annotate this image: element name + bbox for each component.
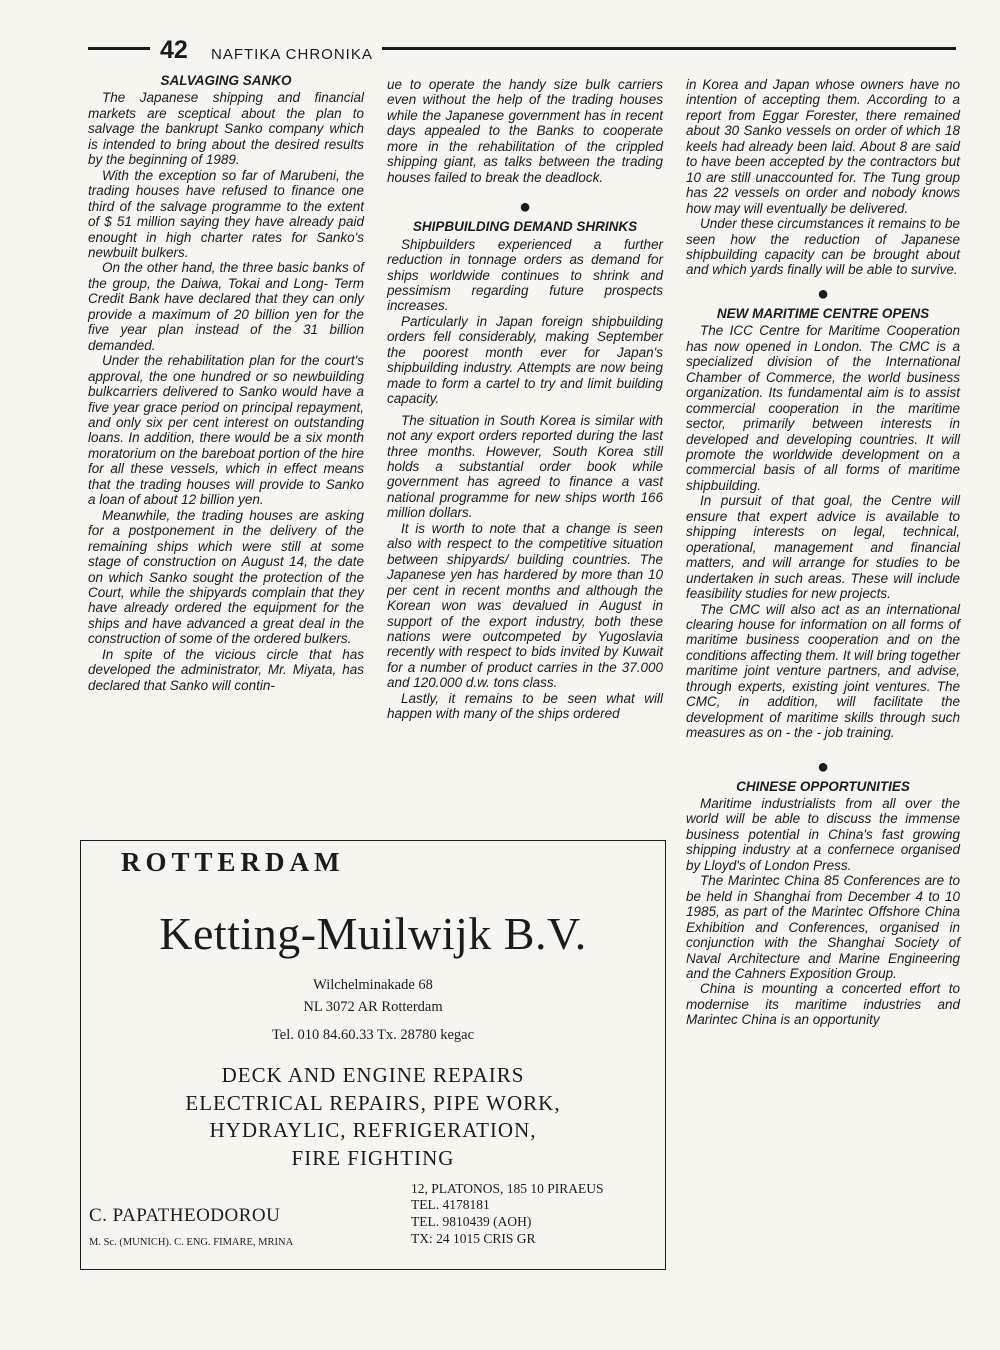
article-paragraph: China is mounting a concerted effort to modernise its maritime industries and Marintec China is an opportunity bbox=[686, 981, 960, 1028]
ad-phone: Tel. 010 84.60.33 Tx. 28780 kegac bbox=[271, 1027, 475, 1043]
article-paragraph: The CMC will also act as an international clearing house for information on all forms of maritime business cooperation and on the conditions affecting them. It will bring together maritime joint venture partners, and advise, through experts, existing joint ventures. The CMC, in addition, will facilitate the development of maritime skills through such measures as on - the - job training. bbox=[686, 601, 960, 741]
ad-service-line: ELECTRICAL REPAIRS, PIPE WORK, bbox=[185, 1091, 561, 1115]
ad-street: Wilchelminakade 68 bbox=[313, 977, 433, 993]
article-paragraph: It is worth to note that a change is seen also with respect to the competitive situation between shipyards/ building countries. The Japanese yen has hardered by more than 10 per cent in recent months and although the Korean won was devalued in August in support of the export industry, both these nations were outcompeted by Yugoslavia recently with respect to bids invited by Kuwait for a number of product carries in the 37.000 and 120.000 d.w. tons class. bbox=[387, 520, 663, 691]
column-2 bbox=[387, 77, 663, 722]
article-paragraph: Under the rehabilitation plan for the court's approval, the one hundred or so newbuilding bulkcarriers delivered to Sanko would have a five year grace period on principal repayment, and only six per cent interest on outstanding loans. In addition, there would be a six month moratorium on the bareboat portion of the hire for all these vessels, which in effect means that the trading houses will provide to Sanko a loan of about 12 billion yen. bbox=[88, 353, 364, 508]
page-number: 42 bbox=[160, 36, 188, 64]
publication-title: NAFTIKA CHRONIKA bbox=[211, 46, 373, 63]
article-paragraph: Shipbuilders experienced a further reduction in tonnage orders as demand for ships worldwide continues to shrink and pessimism regarding future prospects increases. bbox=[387, 236, 663, 314]
headline-shipbuilding-demand: SHIPBUILDING DEMAND SHRINKS bbox=[412, 219, 638, 235]
ad-service-line: DECK AND ENGINE REPAIRS bbox=[221, 1063, 525, 1087]
ad-agent-qualifications: M. Sc. (MUNICH). C. ENG. FIMARE, MRINA bbox=[89, 1237, 294, 1248]
article-paragraph: Particularly in Japan foreign shipbuilding orders fell considerably, making September the poorest month ever for Japan's shipbuilding industry. Attempts are now being made to form a cartel to try and limit building capacity. bbox=[387, 313, 663, 407]
ad-service-line: HYDRAYLIC, REFRIGERATION, bbox=[209, 1118, 537, 1142]
article-paragraph: Meanwhile, the trading houses are asking for a postponement in the delivery of the remaining ships which were still at some stage of construction on August 14, the date on which Sanko sought the protection of the Court, while the shipyards complain that they have already ordered the equipment for the ships and have advanced a great deal in the construction of some of the ordered bulkers. bbox=[88, 507, 364, 647]
advertisement-box bbox=[80, 840, 666, 1270]
article-paragraph: Under these circumstances it remains to be seen how the reduction of Japanese shipbuilding capacity can be brought about and which yards finally will be able to survive. bbox=[686, 216, 960, 278]
article-paragraph: The Japanese shipping and financial markets are sceptical about the plan to salvage the bankrupt Sanko company which is intended to bring about the desired results by the beginning of 1989. bbox=[88, 90, 364, 168]
article-paragraph: Lastly, it remains to be seen what will happen with many of the ships ordered bbox=[387, 690, 663, 722]
headline-chinese-opportunities: CHINESE OPPORTUNITIES bbox=[736, 778, 910, 794]
article-paragraph: The ICC Centre for Maritime Cooperation has now opened in London. The CMC is a specialized division of the International Chamber of Commerce, the world business organization. Its fundamental aim is to assist commercial cooperation in the maritime sector, primarily between interests in developed and developing countries. It will promote the worldwide development on a commercial basis of all forms of maritime shipbuilding. bbox=[686, 323, 960, 493]
header-rule-left bbox=[88, 47, 150, 50]
header-rule-right bbox=[382, 47, 956, 50]
section-bullet: ● bbox=[816, 282, 830, 305]
ad-agent-telex: TX: 24 1015 CRIS GR bbox=[411, 1231, 536, 1246]
article-paragraph: On the other hand, the three basic banks of the group, the Daiwa, Tokai and Long- Term Credit Bank have declared that they can only provide a maximum of 20 billion yen for the five year plan instead of the 31 billion demanded. bbox=[88, 260, 364, 353]
article-paragraph: In spite of the vicious circle that has developed the administrator, Mr. Miyata, has declared that Sanko will contin- bbox=[88, 646, 364, 693]
article-paragraph: in Korea and Japan whose owners have no intention of accepting them. According to a report from Eggar Forester, there remained about 30 Sanko vessels on order of which 18 keels had already been laid. About 8 are said to have been accepted by the contractors but 10 are still unaccounted for. The Tung group has 22 vessels on order and nobody knows how may will eventually be delivered. bbox=[686, 77, 960, 216]
headline-salvaging-sanko: SALVAGING SANKO bbox=[160, 73, 292, 88]
column-3 bbox=[686, 77, 960, 1028]
column-1 bbox=[88, 73, 364, 693]
ad-city: ROTTERDAM bbox=[121, 847, 345, 877]
ad-agent-address: 12, PLATONOS, 185 10 PIRAEUS bbox=[411, 1181, 604, 1196]
article-paragraph: With the exception so far of Marubeni, the trading houses have refused to finance one third of the salvage programme to the extent of $ 51 million saying they have already paid enought in high charter rates for Sanko's newbuilt bulkers. bbox=[88, 167, 364, 260]
article-paragraph: The situation in South Korea is similar with not any export orders reported during the last three months. However, South Korea still holds a substantial order book while government has agreed to finance a vast national programme for new ships worth 166 million dollars. bbox=[387, 412, 663, 521]
section-bullet: ● bbox=[518, 196, 532, 219]
ad-service-line: FIRE FIGHTING bbox=[291, 1146, 455, 1170]
ad-postcode: NL 3072 AR Rotterdam bbox=[303, 999, 443, 1015]
article-paragraph: The Marintec China 85 Conferences are to be held in Shanghai from December 4 to 10 1985, as part of the Marintec Offshore China Exhibition and Conferences, organised in conjunction with the Shanghai Society of Naval Architecture and Marine Engineering and the Cahners Exposition Group. bbox=[686, 873, 960, 982]
ad-company-name: Ketting-Muilwijk B.V. bbox=[159, 908, 587, 959]
article-paragraph: In pursuit of that goal, the Centre will ensure that expert advice is available to shipping interests on legal, technical, operational, management and financial matters, and will arrange for studies to be undertaken in such areas. These will include feasibility studies for new projects. bbox=[686, 493, 960, 602]
article-paragraph: Maritime industrialists from all over the world will be able to discuss the immense business potential in China's fast growing shipping industry at a confernece organised by Lloyd's of London Press. bbox=[686, 796, 960, 873]
article-paragraph: ue to operate the handy size bulk carriers even without the help of the trading houses while the Japanese government has in recent days appealed to the Banks to cooperate more in the rehabilitation of the crippled shipping giant, as talks between the trading houses failed to break the deadlock. bbox=[387, 77, 663, 185]
headline-maritime-centre: NEW MARITIME CENTRE OPENS bbox=[716, 305, 930, 321]
ad-agent-tel: TEL. 4178181 bbox=[411, 1197, 490, 1212]
ad-agent-tel-aoh: TEL. 9810439 (AOH) bbox=[411, 1214, 532, 1229]
ad-agent-name: C. PAPATHEODOROU bbox=[89, 1205, 281, 1226]
section-bullet: ● bbox=[816, 755, 830, 778]
